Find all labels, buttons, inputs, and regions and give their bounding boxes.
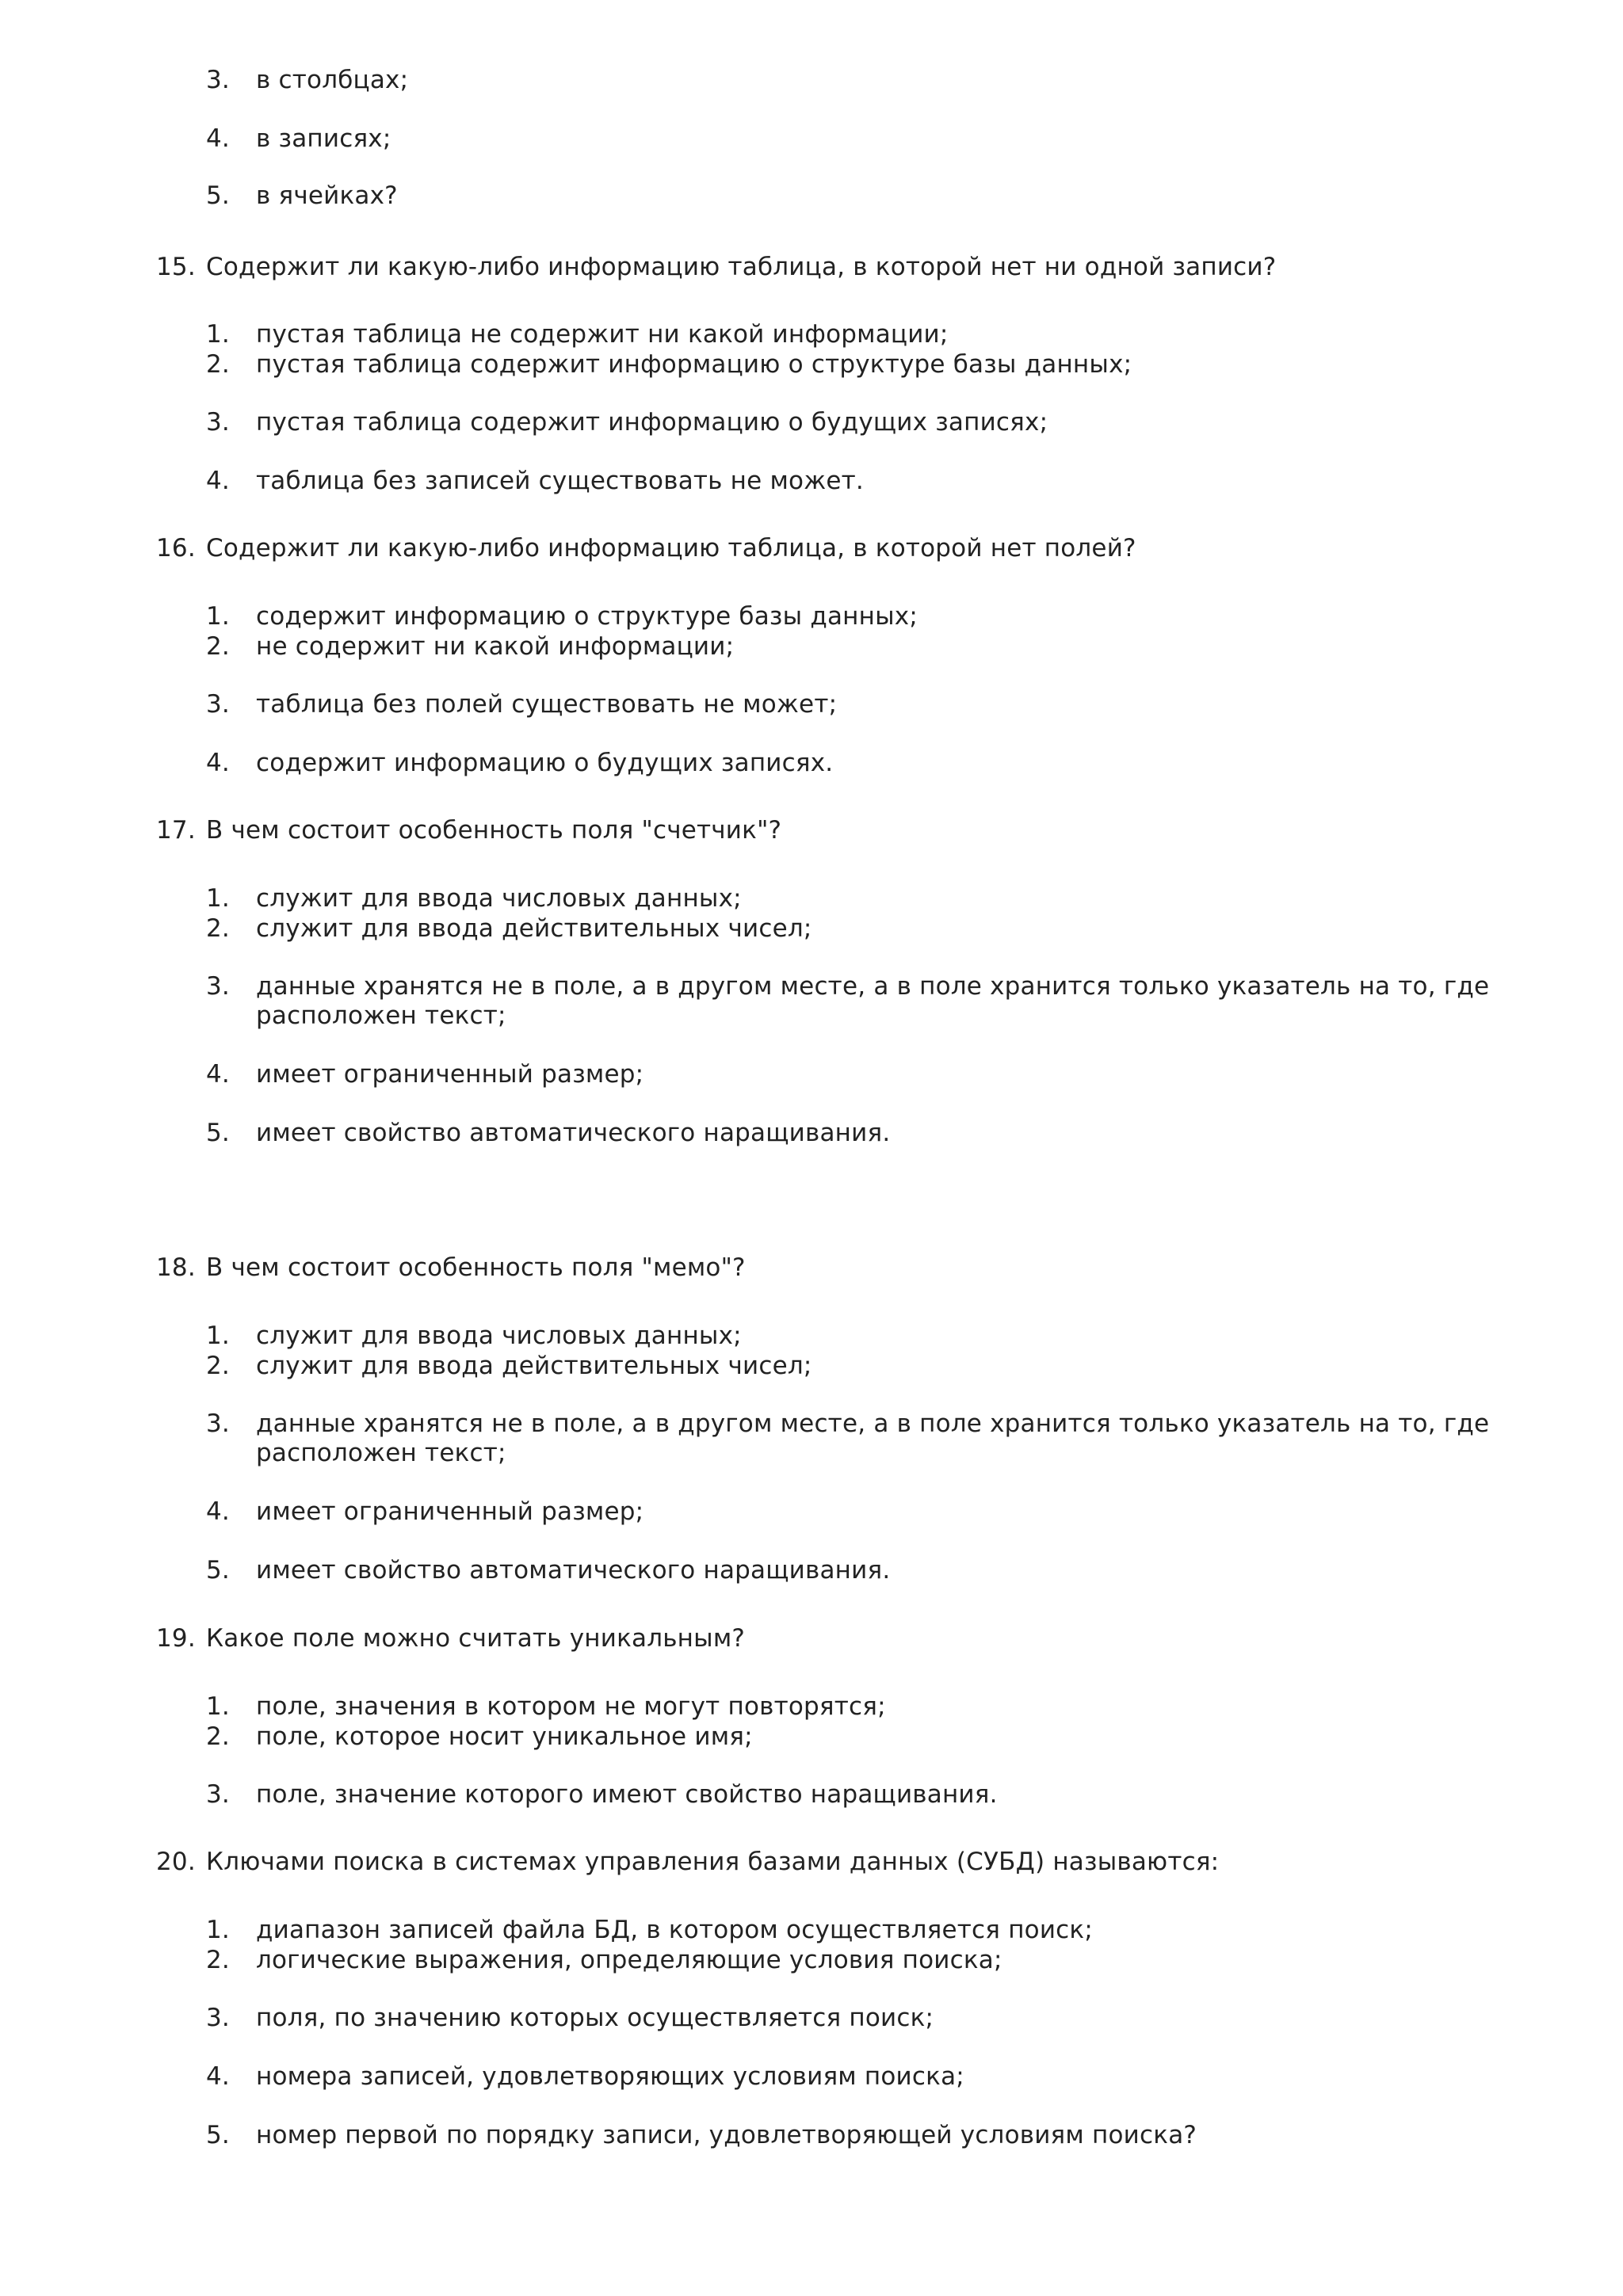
answer-option-text: расположен текст; — [256, 1439, 506, 1467]
answer-option-text: в ячейках? — [256, 181, 398, 210]
answer-option-text: номера записей, удовлетворяющих условиям поиска; — [256, 2062, 964, 2091]
answer-option-text: содержит информацию о структуре базы данных; — [256, 602, 918, 631]
question-text: Какое поле можно считать уникальным? — [206, 1624, 746, 1653]
answer-option-text: имеет ограниченный размер; — [256, 1060, 644, 1089]
answer-option-number: 3. — [206, 2004, 230, 2032]
question-number: 17. — [156, 816, 196, 845]
answer-option-number: 4. — [206, 749, 230, 777]
answer-option-number: 1. — [206, 1916, 230, 1944]
answer-option-text: имеет ограниченный размер; — [256, 1497, 644, 1526]
answer-option-number: 2. — [206, 350, 230, 379]
answer-option-text: имеет свойство автоматического наращивания. — [256, 1556, 891, 1585]
answer-option-number: 3. — [206, 1409, 230, 1438]
answer-option-number: 2. — [206, 1722, 230, 1751]
answer-option-text: диапазон записей файла БД, в котором осуществляется поиск; — [256, 1916, 1093, 1944]
question-number: 16. — [156, 534, 196, 563]
answer-option-text: в столбцах; — [256, 66, 409, 94]
question-text: В чем состоит особенность поля "мемо"? — [206, 1253, 746, 1282]
question-text: Содержит ли какую-либо информацию таблица, в которой нет ни одной записи? — [206, 253, 1277, 281]
answer-option-number: 1. — [206, 884, 230, 913]
answer-option-number: 1. — [206, 320, 230, 349]
question-text: Содержит ли какую-либо информацию таблица, в которой нет полей? — [206, 534, 1136, 563]
answer-option-number: 2. — [206, 1352, 230, 1380]
answer-option-number: 3. — [206, 408, 230, 437]
answer-option-number: 4. — [206, 1060, 230, 1089]
answer-option-text: пустая таблица содержит информацию о будущих записях; — [256, 408, 1048, 437]
answer-option-number: 5. — [206, 181, 230, 210]
question-number: 15. — [156, 253, 196, 281]
answer-option-number: 1. — [206, 1322, 230, 1350]
question-text: Ключами поиска в системах управления базами данных (СУБД) называются: — [206, 1848, 1220, 1876]
answer-option-text: имеет свойство автоматического наращивания. — [256, 1119, 891, 1147]
answer-option-text: номер первой по порядку записи, удовлетворяющей условиям поиска? — [256, 2121, 1197, 2149]
answer-option-text: не содержит ни какой информации; — [256, 632, 735, 661]
answer-option-number: 5. — [206, 1556, 230, 1585]
answer-option-text: служит для ввода действительных чисел; — [256, 914, 812, 943]
answer-option-number: 3. — [206, 66, 230, 94]
answer-option-number: 2. — [206, 632, 230, 661]
answer-option-text: пустая таблица содержит информацию о структуре базы данных; — [256, 350, 1132, 379]
answer-option-text: поля, по значению которых осуществляется поиск; — [256, 2004, 934, 2032]
answer-option-text: таблица без записей существовать не может. — [256, 467, 864, 495]
answer-option-number: 3. — [206, 1780, 230, 1809]
answer-option-number: 5. — [206, 1119, 230, 1147]
answer-option-text: данные хранятся не в поле, а в другом месте, а в поле хранится только указатель на то, где — [256, 1409, 1490, 1438]
question-number: 18. — [156, 1253, 196, 1282]
answer-option-text: поле, значение которого имеют свойство наращивания. — [256, 1780, 998, 1809]
question-number: 19. — [156, 1624, 196, 1653]
answer-option-text: логические выражения, определяющие условия поиска; — [256, 1946, 1002, 1974]
answer-option-text: поле, значения в котором не могут повторятся; — [256, 1692, 886, 1721]
question-text: В чем состоит особенность поля "счетчик"? — [206, 816, 782, 845]
answer-option-text: поле, которое носит уникальное имя; — [256, 1722, 753, 1751]
answer-option-text: служит для ввода числовых данных; — [256, 1322, 742, 1350]
answer-option-number: 1. — [206, 1692, 230, 1721]
answer-option-text: содержит информацию о будущих записях. — [256, 749, 834, 777]
question-number: 20. — [156, 1848, 196, 1876]
answer-option-number: 5. — [206, 2121, 230, 2149]
answer-option-text: служит для ввода действительных чисел; — [256, 1352, 812, 1380]
answer-option-number: 4. — [206, 2062, 230, 2091]
answer-option-number: 2. — [206, 1946, 230, 1974]
answer-option-number: 1. — [206, 602, 230, 631]
answer-option-text: расположен текст; — [256, 1001, 506, 1030]
answer-option-number: 4. — [206, 1497, 230, 1526]
answer-option-text: пустая таблица не содержит ни какой информации; — [256, 320, 949, 349]
answer-option-number: 2. — [206, 914, 230, 943]
answer-option-text: таблица без полей существовать не может; — [256, 690, 838, 719]
answer-option-number: 3. — [206, 690, 230, 719]
answer-option-text: данные хранятся не в поле, а в другом месте, а в поле хранится только указатель на то, где — [256, 972, 1490, 1001]
answer-option-number: 4. — [206, 467, 230, 495]
answer-option-number: 3. — [206, 972, 230, 1001]
answer-option-text: служит для ввода числовых данных; — [256, 884, 742, 913]
answer-option-text: в записях; — [256, 124, 391, 153]
answer-option-number: 4. — [206, 124, 230, 153]
